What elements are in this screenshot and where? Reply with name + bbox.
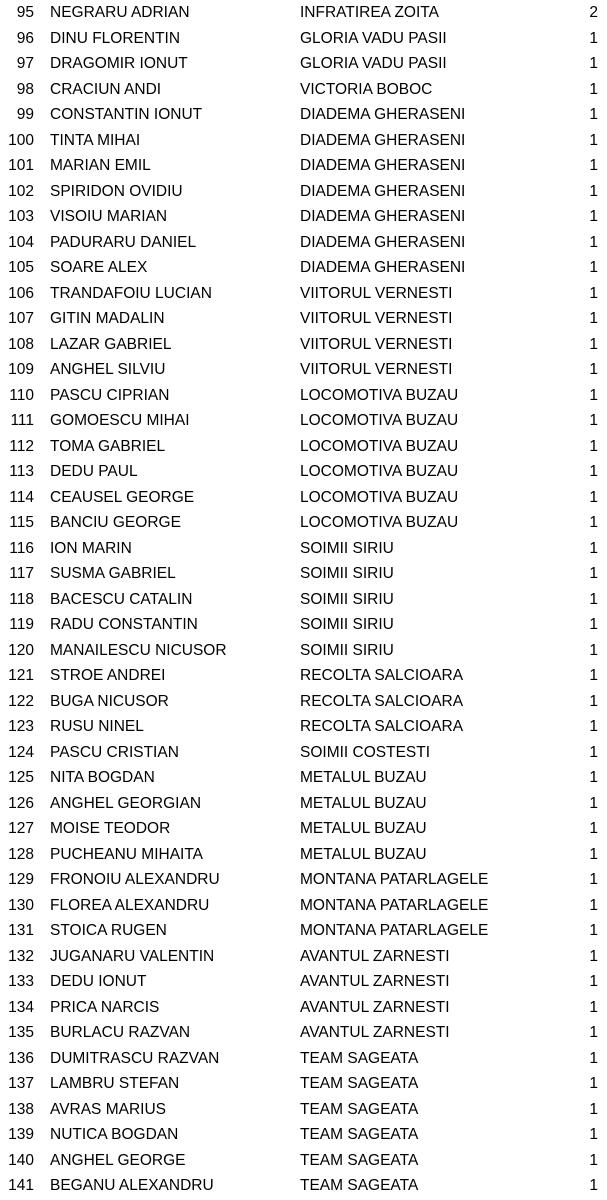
- rank-cell: 104: [8, 233, 34, 251]
- player-name-cell: SUSMA GABRIEL: [50, 565, 176, 582]
- rank-cell: 107: [8, 310, 34, 327]
- team-name-cell: LOCOMOTIVA BUZAU: [300, 412, 459, 429]
- table-row: [0, 638, 607, 664]
- table-row: [0, 561, 607, 587]
- table-row: [0, 26, 607, 52]
- rank-cell: 133: [8, 973, 34, 990]
- team-name-cell: SOIMII SIRIU: [300, 641, 394, 659]
- player-name-cell: ION MARIN: [50, 539, 132, 557]
- table-row: [0, 1071, 607, 1097]
- table-row: [0, 536, 607, 562]
- table-row: [0, 842, 607, 868]
- table-row: [0, 51, 607, 77]
- table-row: [0, 1097, 607, 1123]
- team-name-cell: LOCOMOTIVA BUZAU: [300, 463, 459, 480]
- goals-cell: 1: [589, 29, 598, 47]
- goals-cell: 1: [589, 284, 598, 302]
- rank-cell: 98: [16, 80, 34, 98]
- player-name-cell: BACESCU CATALIN: [50, 590, 193, 608]
- rank-cell: 132: [8, 947, 34, 965]
- table-row: [0, 893, 607, 919]
- team-name-cell: INFRATIREA ZOITA: [300, 4, 439, 21]
- player-name-cell: SPIRIDON OVIDIU: [50, 182, 183, 200]
- rank-cell: 131: [8, 922, 34, 939]
- player-name-cell: FRONOIU ALEXANDRU: [50, 871, 220, 888]
- rank-cell: 103: [8, 208, 34, 225]
- team-name-cell: AVANTUL ZARNESTI: [300, 1024, 450, 1041]
- player-name-cell: GITIN MADALIN: [50, 310, 165, 327]
- team-name-cell: METALUL BUZAU: [300, 820, 427, 837]
- goals-cell: 1: [589, 845, 598, 863]
- player-name-cell: PASCU CRISTIAN: [50, 743, 179, 761]
- goals-cell: 1: [589, 182, 598, 200]
- team-name-cell: DIADEMA GHERASENI: [300, 157, 466, 174]
- rank-cell: 109: [8, 361, 34, 378]
- table-row: [0, 663, 607, 689]
- table-row: [0, 408, 607, 434]
- goals-cell: 1: [589, 1049, 598, 1067]
- team-name-cell: AVANTUL ZARNESTI: [300, 973, 450, 990]
- rank-cell: 113: [9, 463, 34, 480]
- goals-cell: 1: [589, 106, 598, 123]
- table-row: [0, 485, 607, 511]
- table-row: [0, 357, 607, 383]
- goals-cell: 1: [589, 157, 598, 174]
- player-name-cell: DINU FLORENTIN: [50, 29, 181, 47]
- player-name-cell: PRICA NARCIS: [50, 998, 160, 1016]
- rank-cell: 110: [9, 386, 34, 404]
- table-row: [0, 791, 607, 817]
- player-name-cell: TINTA MIHAI: [50, 131, 141, 149]
- table-row: [0, 102, 607, 128]
- goals-cell: 1: [589, 80, 598, 98]
- team-name-cell: DIADEMA GHERASENI: [300, 182, 466, 200]
- team-name-cell: TEAM SAGEATA: [300, 1100, 419, 1118]
- goals-cell: 2: [589, 4, 598, 21]
- rank-cell: 123: [8, 718, 34, 735]
- goals-cell: 1: [589, 1075, 598, 1092]
- table-row: [0, 1148, 607, 1174]
- rank-cell: 135: [8, 1024, 34, 1041]
- player-name-cell: MANAILESCU NICUSOR: [50, 641, 227, 659]
- table-row: [0, 204, 607, 230]
- table-row: [0, 714, 607, 740]
- player-name-cell: BURLACU RAZVAN: [50, 1024, 191, 1041]
- rank-cell: 99: [16, 106, 34, 123]
- team-name-cell: AVANTUL ZARNESTI: [300, 947, 450, 965]
- table-row: [0, 969, 607, 995]
- goals-cell: 1: [589, 1024, 598, 1041]
- rank-cell: 139: [8, 1126, 34, 1143]
- rank-cell: 130: [8, 896, 34, 914]
- rank-cell: 95: [16, 4, 34, 21]
- rank-cell: 121: [8, 667, 34, 684]
- rank-cell: 126: [8, 794, 34, 812]
- player-name-cell: LAMBRU STEFAN: [50, 1075, 180, 1092]
- team-name-cell: LOCOMOTIVA BUZAU: [300, 437, 459, 455]
- player-name-cell: NITA BOGDAN: [50, 769, 155, 786]
- goals-cell: 1: [589, 386, 598, 404]
- team-name-cell: SOIMII COSTESTI: [300, 743, 431, 761]
- table-row: [0, 332, 607, 358]
- table-row: [0, 255, 607, 281]
- table-row: [0, 1046, 607, 1072]
- goals-cell: 1: [589, 718, 598, 735]
- rank-cell: 128: [8, 845, 34, 863]
- team-name-cell: TEAM SAGEATA: [300, 1151, 419, 1169]
- goals-cell: 1: [589, 259, 598, 276]
- goals-cell: 1: [589, 616, 598, 633]
- table-row: [0, 459, 607, 485]
- player-name-cell: RADU CONSTANTIN: [50, 616, 198, 633]
- table-row: [0, 434, 607, 460]
- team-name-cell: RECOLTA SALCIOARA: [300, 667, 464, 684]
- player-name-cell: JUGANARU VALENTIN: [50, 947, 215, 965]
- player-name-cell: NEGRARU ADRIAN: [50, 4, 190, 21]
- rank-cell: 105: [8, 259, 34, 276]
- player-name-cell: MOISE TEODOR: [50, 820, 171, 837]
- goals-cell: 1: [589, 208, 598, 225]
- rank-cell: 116: [9, 539, 34, 557]
- team-name-cell: TEAM SAGEATA: [300, 1049, 419, 1067]
- table-row: [0, 179, 607, 205]
- table-row: [0, 740, 607, 766]
- rank-cell: 136: [8, 1049, 34, 1067]
- rank-cell: 138: [8, 1100, 34, 1118]
- team-name-cell: RECOLTA SALCIOARA: [300, 718, 464, 735]
- goals-cell: 1: [589, 998, 598, 1016]
- goals-cell: 1: [589, 871, 598, 888]
- team-name-cell: MONTANA PATARLAGELE: [300, 871, 489, 888]
- team-name-cell: DIADEMA GHERASENI: [300, 106, 466, 123]
- goals-cell: 1: [589, 361, 598, 378]
- player-name-cell: BEGANU ALEXANDRU: [50, 1177, 214, 1194]
- team-name-cell: MONTANA PATARLAGELE: [300, 922, 489, 939]
- goals-cell: 1: [589, 794, 598, 812]
- team-name-cell: DIADEMA GHERASENI: [300, 208, 466, 225]
- table-row: [0, 816, 607, 842]
- table-row: [0, 77, 607, 103]
- team-name-cell: RECOLTA SALCIOARA: [300, 692, 464, 710]
- rank-cell: 127: [8, 820, 34, 837]
- goals-cell: 1: [589, 1151, 598, 1169]
- player-name-cell: ANGHEL GEORGIAN: [50, 794, 202, 812]
- table-row: [0, 995, 607, 1021]
- team-name-cell: LOCOMOTIVA BUZAU: [300, 386, 459, 404]
- player-name-cell: VISOIU MARIAN: [50, 208, 168, 225]
- goals-cell: 1: [589, 641, 598, 659]
- team-name-cell: DIADEMA GHERASENI: [300, 259, 466, 276]
- player-name-cell: CRACIUN ANDI: [50, 80, 162, 98]
- player-name-cell: DUMITRASCU RAZVAN: [50, 1049, 220, 1067]
- player-name-cell: TRANDAFOIU LUCIAN: [50, 284, 212, 302]
- goals-cell: 1: [589, 55, 598, 72]
- player-name-cell: BUGA NICUSOR: [50, 692, 169, 710]
- goals-cell: 1: [589, 233, 598, 251]
- table-row: [0, 612, 607, 638]
- rank-cell: 100: [8, 131, 34, 149]
- rank-cell: 140: [8, 1151, 34, 1169]
- player-name-cell: BANCIU GEORGE: [50, 514, 181, 531]
- rank-cell: 122: [8, 692, 34, 710]
- table-row: [0, 510, 607, 536]
- team-name-cell: GLORIA VADU PASII: [300, 29, 447, 47]
- goals-cell: 1: [589, 590, 598, 608]
- team-name-cell: SOIMII SIRIU: [300, 616, 394, 633]
- table-row: [0, 918, 607, 944]
- player-name-cell: RUSU NINEL: [50, 718, 144, 735]
- player-name-cell: CEAUSEL GEORGE: [50, 488, 195, 506]
- rank-cell: 117: [9, 565, 34, 582]
- team-name-cell: VICTORIA BOBOC: [300, 80, 433, 98]
- player-name-cell: GOMOESCU MIHAI: [50, 412, 190, 429]
- rank-cell: 125: [8, 769, 34, 786]
- rank-cell: 124: [8, 743, 34, 761]
- player-name-cell: SOARE ALEX: [50, 259, 148, 276]
- team-name-cell: TEAM SAGEATA: [300, 1126, 419, 1143]
- rank-cell: 141: [8, 1177, 34, 1194]
- goals-cell: 1: [589, 1126, 598, 1143]
- team-name-cell: SOIMII SIRIU: [300, 565, 394, 582]
- player-name-cell: DRAGOMIR IONUT: [50, 55, 188, 72]
- table-row: [0, 1020, 607, 1046]
- rank-cell: 111: [10, 412, 34, 429]
- player-name-cell: TOMA GABRIEL: [50, 437, 166, 455]
- table-row: [0, 689, 607, 715]
- player-name-cell: MARIAN EMIL: [50, 157, 151, 174]
- player-name-cell: DEDU PAUL: [50, 463, 138, 480]
- table-row: [0, 0, 607, 26]
- team-name-cell: AVANTUL ZARNESTI: [300, 998, 450, 1016]
- table-row: [0, 306, 607, 332]
- table-row: [0, 383, 607, 409]
- goals-cell: 1: [589, 1100, 598, 1118]
- team-name-cell: DIADEMA GHERASENI: [300, 233, 466, 251]
- goals-cell: 1: [589, 412, 598, 429]
- player-name-cell: STROE ANDREI: [50, 667, 166, 684]
- goals-cell: 1: [589, 131, 598, 149]
- rank-cell: 102: [8, 182, 34, 200]
- table-row: [0, 1122, 607, 1148]
- team-name-cell: LOCOMOTIVA BUZAU: [300, 514, 459, 531]
- player-name-cell: PADURARU DANIEL: [50, 233, 197, 251]
- team-name-cell: TEAM SAGEATA: [300, 1177, 419, 1194]
- table-row: [0, 867, 607, 893]
- team-name-cell: METALUL BUZAU: [300, 769, 427, 786]
- goals-cell: 1: [589, 437, 598, 455]
- rank-cell: 137: [8, 1075, 34, 1092]
- team-name-cell: MONTANA PATARLAGELE: [300, 896, 489, 914]
- team-name-cell: DIADEMA GHERASENI: [300, 131, 466, 149]
- rank-cell: 101: [8, 157, 34, 174]
- table-row: [0, 587, 607, 613]
- goals-cell: 1: [589, 743, 598, 761]
- team-name-cell: VIITORUL VERNESTI: [300, 284, 453, 302]
- player-name-cell: LAZAR GABRIEL: [50, 335, 172, 353]
- goals-cell: 1: [589, 539, 598, 557]
- player-name-cell: CONSTANTIN IONUT: [50, 106, 203, 123]
- rank-cell: 119: [9, 616, 34, 633]
- rank-cell: 120: [8, 641, 34, 659]
- team-name-cell: SOIMII SIRIU: [300, 590, 394, 608]
- player-name-cell: PASCU CIPRIAN: [50, 386, 170, 404]
- player-name-cell: PUCHEANU MIHAITA: [50, 845, 204, 863]
- goals-cell: 1: [589, 769, 598, 786]
- team-name-cell: VIITORUL VERNESTI: [300, 310, 453, 327]
- player-name-cell: NUTICA BOGDAN: [50, 1126, 179, 1143]
- rank-cell: 114: [9, 488, 34, 506]
- table-row: [0, 1173, 607, 1199]
- team-name-cell: TEAM SAGEATA: [300, 1075, 419, 1092]
- table-row: [0, 153, 607, 179]
- rank-cell: 112: [9, 437, 34, 455]
- table-row: [0, 281, 607, 307]
- rank-cell: 115: [9, 514, 34, 531]
- goals-cell: 1: [589, 947, 598, 965]
- goals-cell: 1: [589, 667, 598, 684]
- rank-cell: 129: [8, 871, 34, 888]
- player-name-cell: STOICA RUGEN: [50, 922, 167, 939]
- table-row: [0, 944, 607, 970]
- goals-cell: 1: [589, 922, 598, 939]
- player-name-cell: FLOREA ALEXANDRU: [50, 896, 210, 914]
- table-row: [0, 230, 607, 256]
- goals-cell: 1: [589, 310, 598, 327]
- team-name-cell: SOIMII SIRIU: [300, 539, 394, 557]
- player-name-cell: DEDU IONUT: [50, 973, 147, 990]
- player-name-cell: AVRAS MARIUS: [50, 1100, 166, 1118]
- table-row: [0, 128, 607, 154]
- player-name-cell: ANGHEL SILVIU: [50, 361, 166, 378]
- team-name-cell: METALUL BUZAU: [300, 794, 427, 812]
- goals-cell: 1: [589, 514, 598, 531]
- table-row: [0, 765, 607, 791]
- rank-cell: 96: [16, 29, 34, 47]
- goals-cell: 1: [589, 820, 598, 837]
- rank-cell: 97: [16, 55, 34, 72]
- goals-cell: 1: [589, 463, 598, 480]
- rank-cell: 134: [8, 998, 34, 1016]
- goals-cell: 1: [589, 692, 598, 710]
- goals-cell: 1: [589, 1177, 598, 1194]
- goals-cell: 1: [589, 488, 598, 506]
- rank-cell: 108: [8, 335, 34, 353]
- team-name-cell: VIITORUL VERNESTI: [300, 361, 453, 378]
- player-name-cell: ANGHEL GEORGE: [50, 1151, 186, 1169]
- goals-cell: 1: [589, 896, 598, 914]
- rank-cell: 106: [8, 284, 34, 302]
- team-name-cell: GLORIA VADU PASII: [300, 55, 447, 72]
- team-name-cell: LOCOMOTIVA BUZAU: [300, 488, 459, 506]
- team-name-cell: METALUL BUZAU: [300, 845, 427, 863]
- goals-cell: 1: [589, 565, 598, 582]
- goals-cell: 1: [589, 973, 598, 990]
- goals-cell: 1: [589, 335, 598, 353]
- team-name-cell: VIITORUL VERNESTI: [300, 335, 453, 353]
- rank-cell: 118: [9, 590, 34, 608]
